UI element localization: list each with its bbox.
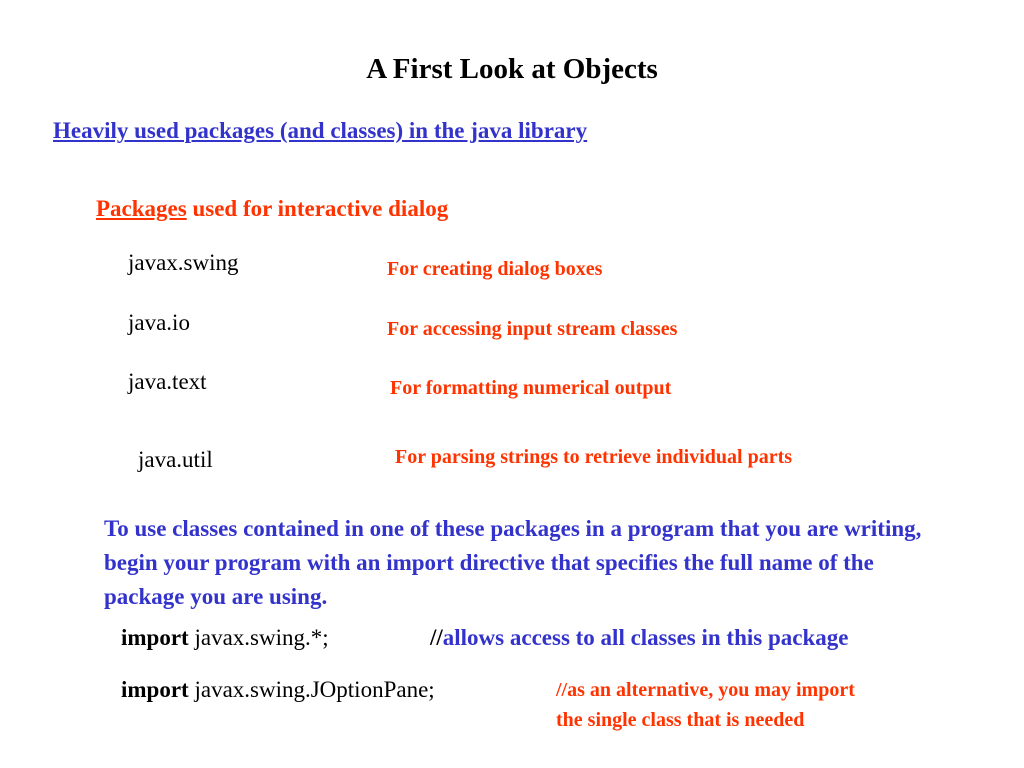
- packages-heading: [96, 196, 448, 222]
- comment-line-1: //as an alternative, you may import: [556, 679, 855, 701]
- import-comment-2: [556, 675, 855, 735]
- import-line-1: [121, 625, 329, 651]
- import-keyword: import: [121, 625, 189, 650]
- import-keyword: import: [121, 677, 189, 702]
- packages-heading-keyword: Packages: [96, 196, 187, 221]
- section-subtitle: Heavily used packages (and classes) in the java library: [53, 118, 588, 143]
- package-desc-io: For accessing input stream classes: [387, 318, 678, 340]
- intro-paragraph: To use classes contained in one of these packages in a program that you are writing, begin your program with an import directive that specifies the full name of the package you are using.: [104, 516, 922, 609]
- comment-line-2: the single class that is needed: [556, 709, 805, 731]
- comment-slashes: //: [430, 625, 443, 650]
- package-desc-util: For parsing strings to retrieve individual parts: [395, 446, 793, 468]
- slide-title: A First Look at Objects: [366, 53, 658, 85]
- package-desc-text: For formatting numerical output: [390, 377, 672, 399]
- import-statement: javax.swing.JOptionPane;: [188, 677, 435, 702]
- package-desc-swing: For creating dialog boxes: [387, 258, 603, 280]
- import-statement: javax.swing.*;: [188, 625, 329, 650]
- import-line-2: [121, 677, 435, 703]
- package-name-io: java.io: [128, 310, 190, 335]
- package-name-swing: javax.swing: [128, 250, 239, 275]
- package-name-text: java.text: [128, 369, 207, 394]
- package-name-util: java.util: [138, 447, 213, 472]
- packages-heading-rest: used for interactive dialog: [186, 196, 449, 221]
- import-comment-1: [430, 625, 848, 651]
- comment-text: allows access to all classes in this package: [442, 625, 849, 650]
